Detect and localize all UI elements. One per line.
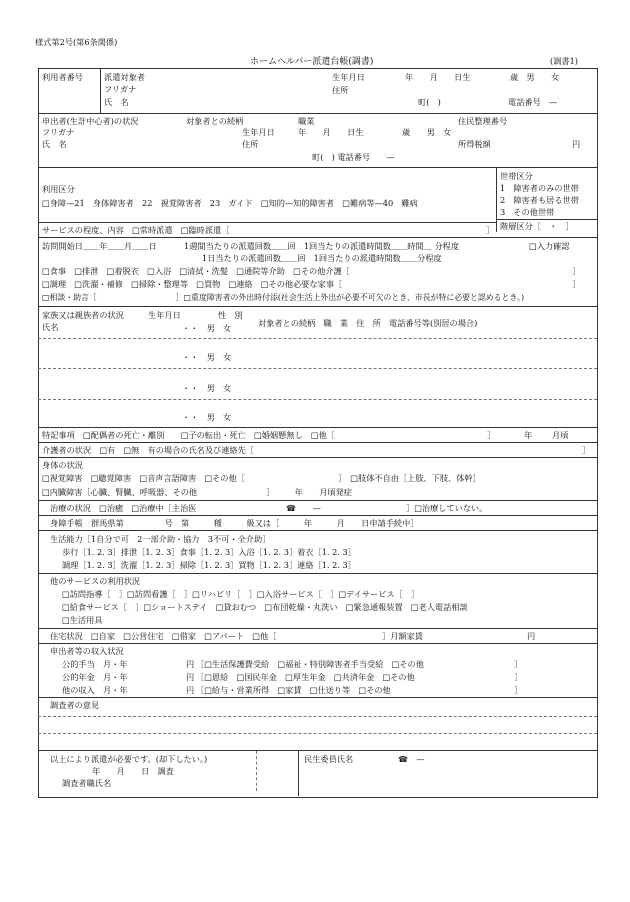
household-label: 世帯区分 [500, 171, 533, 181]
special-year: 年 [524, 430, 533, 440]
other-services-row-1[interactable]: □訪問指導［ ］□訪問看護［ ］□リハビリ［ ］□入浴サービス［ ］□デイサービス［ ］ [62, 589, 420, 599]
class-field[interactable]: 階層区分［ ・ ］ [500, 221, 574, 231]
special-close: ］ [487, 430, 496, 440]
divider [38, 368, 597, 369]
divider [496, 168, 497, 232]
conclusion-text: 以上により派遣が必要です。(却下したい。) [50, 754, 208, 764]
divider [38, 442, 597, 443]
user-number-label: 利用者番号 [42, 72, 83, 82]
input-confirm-checkbox[interactable]: □入力確認 [529, 241, 570, 251]
income-allowance-options[interactable]: ［□生活保護費受給 □福祉・特別障害者手当受給 □その他 [196, 659, 424, 669]
family-name-label: 氏名 [42, 322, 59, 332]
dob-label: 生年月日 [332, 72, 365, 82]
divider [298, 751, 299, 796]
resident-number-label: 住民整理番号 [458, 116, 508, 126]
income-pension-yen: 円 [186, 672, 195, 682]
income-other-label: 他の収入 月・年 [62, 685, 128, 695]
divider [38, 338, 597, 339]
applicant-dob-field[interactable]: 年 月 日生 [298, 127, 364, 137]
income-pension-label: 公的年金 月・年 [62, 672, 128, 682]
divider [38, 457, 597, 458]
form-reference: (調書1) [550, 56, 578, 66]
divider [38, 733, 597, 734]
applicant-status-label: 申出者(生計中心者)の状況 [42, 116, 139, 126]
phone-field[interactable]: 電話番号 — [508, 97, 558, 107]
divider [100, 69, 101, 113]
income-other-options[interactable]: ［□給与・営業所得 □家賃 □仕送り等 □その他 [196, 685, 391, 695]
other-services-row-2[interactable]: □給食サービス［ ］□ショートステイ □貸おむつ □布団乾燥・丸洗い □緊急通報装置 □老人電話相談 [62, 602, 468, 612]
dob-field[interactable]: 年 月 日生 [405, 72, 471, 82]
special-month: 月頃 [552, 430, 569, 440]
family-label: 家族又は親族者の状況 [42, 310, 124, 320]
divider [38, 530, 597, 531]
income-label: 申出者等の収入状況 [50, 646, 124, 656]
name-label: 氏 名 [104, 97, 129, 107]
service-close: ］ [486, 225, 495, 235]
family-columns: 対象者との続柄 職 業 住 所 電話番号等(別居の場合) [258, 318, 478, 328]
divider [496, 219, 597, 220]
applicant-name-label: 氏 名 [42, 139, 67, 149]
family-row[interactable]: ・・ 男 女 [182, 383, 232, 393]
special-notes[interactable]: 特記事項 □配偶者の死亡・離別 □子の転出・死亡 □婚姻懸無し □他［ [42, 430, 335, 440]
divider [38, 113, 597, 114]
divider [256, 751, 257, 791]
age-sex-field[interactable]: 歳 男 女 [510, 72, 560, 82]
applicant-dob-label: 生年月日 [242, 127, 275, 137]
treatment-status[interactable]: 治療の状況 □治癒 □治療中［主治医 [50, 503, 197, 513]
divider [38, 573, 597, 574]
divider [38, 167, 597, 168]
ability-row-2[interactable]: 調理［1. 2. 3］洗濯［1. 2. 3］掃除［1. 2. 3］買物［1. 2. 3］連絡［1. 2. 3］ [62, 560, 356, 570]
relation-label: 対象者との続柄 [186, 116, 244, 126]
divider [38, 222, 496, 223]
target-label: 派遣対象者 [104, 72, 145, 82]
income-pension-close: ］ [514, 672, 523, 682]
visit-daily[interactable]: 1日当たりの派遣回数＿＿回 1回当たりの派遣時間数＿＿分程度 [202, 253, 442, 263]
tax-label: 所得税額 [458, 139, 491, 149]
disability-row-1b[interactable]: ］ □肢体不自由［上肢、下肢、体幹］ [338, 473, 481, 483]
divider [38, 237, 597, 238]
disability-row-1[interactable]: □視覚障害 □聴覚障害 □音声言語障害 □その他［ [42, 473, 245, 483]
address-label: 住所 [332, 85, 349, 95]
divider [38, 628, 597, 629]
income-other-yen: 円 [186, 685, 195, 695]
onset-date[interactable]: ］ 年 月頃発症 [266, 487, 352, 497]
investigation-date[interactable]: 年 月 日 調査 [92, 766, 174, 776]
disability-row-2[interactable]: □内臓障害［心臓、腎臓、呼吸器、その他 [42, 487, 198, 497]
page-title: ホームヘルパー派遣台帳(調書) [250, 57, 374, 67]
household-option-1[interactable]: 1 障害者のみの世帯 [500, 183, 579, 193]
usage-options[interactable]: □身障—21 身体障害者 22 視覚障害者 23 ガイド □知的—知的障害者 □難病等—40 難病 [42, 198, 418, 208]
family-dob-label: 生年月日 [148, 310, 181, 320]
divider [38, 427, 597, 428]
divider [38, 716, 597, 717]
applicant-furigana-label: フリガナ [42, 127, 75, 137]
divider [38, 643, 597, 644]
untreated-checkbox[interactable]: ］□治療していない。 [406, 503, 488, 513]
family-row[interactable]: ・・ 男 女 [182, 412, 232, 422]
care-items-close: ］ [572, 266, 581, 276]
income-pension-options[interactable]: ［□恩給 □国民年金 □厚生年金 □共済年金 □その他 [196, 672, 415, 682]
furigana-label: フリガナ [104, 84, 137, 94]
divider [38, 697, 597, 698]
rent-yen: 円 [527, 631, 536, 641]
income-allowance-label: 公的手当 月・年 [62, 659, 128, 669]
body-status-label: 身体の状況 [42, 460, 83, 470]
divider [38, 515, 597, 516]
applicant-age-sex-field[interactable]: 歳 男 女 [402, 127, 452, 137]
housing-status[interactable]: 住宅状況 □自家 □公営住宅 □借家 □アパート □他［ [50, 631, 277, 641]
form-number: 様式第2号(第6条関係) [35, 37, 118, 47]
doctor-phone[interactable]: ☎ — [286, 503, 321, 513]
applicant-town-phone[interactable]: 町( ) 電話番号 — [312, 152, 395, 162]
other-services-label: 他のサービスの利用状況 [50, 576, 141, 586]
care-items[interactable]: □食事 □排泄 □着脱衣 □入浴 □清拭・洗髪 □通院等介助 □その他介護［ [42, 266, 350, 276]
family-row[interactable]: ・・ 男 女 [182, 352, 232, 362]
ability-label: 生活能力［1自分で可 2一部介助・協力 3不可・全介助］ [50, 534, 271, 544]
handbook-info[interactable]: 身障手帳 群馬県第 号 第 種 級又は［ 年 月 日申請手続中］ [50, 518, 419, 528]
visit-start-date[interactable]: 訪問開始日＿＿年＿＿月＿＿日 [42, 241, 157, 251]
family-row[interactable]: ・・ 男 女 [182, 323, 232, 333]
income-allowance-yen: 円 [186, 659, 195, 669]
service-options[interactable]: サービスの程度、内容 □常時派遣 □臨時派遣［ [42, 225, 230, 235]
household-option-3[interactable]: 3 その他世帯 [500, 207, 555, 217]
income-other-close: ］ [514, 685, 523, 695]
housework-items[interactable]: □調理 □洗濯・補修 □掃除・整理等 □買物 □連絡 □その他必要な家事［ [42, 279, 343, 289]
applicant-address-label: 住所 [242, 139, 259, 149]
opinion-label: 調査者の意見 [50, 700, 100, 710]
commissioner-name-label: 民生委員氏名 [304, 754, 354, 764]
household-option-2[interactable]: 2 障害者も居る世帯 [500, 195, 579, 205]
ability-row-1[interactable]: 歩行［1. 2. 3］排泄［1. 2. 3］食事［1. 2. 3］入浴［1. 2. 3］着衣［1. 2. 3］ [62, 547, 356, 557]
divider [38, 500, 597, 501]
monthly-rent[interactable]: ］月額家賃 [382, 631, 423, 641]
other-services-row-3[interactable]: □生活用具 [62, 615, 103, 625]
divider [38, 399, 597, 400]
investigator-name-label: 調査者職氏名 [62, 778, 112, 788]
consult-items[interactable]: □相談・助言［ ］□重度障害者の外出時付添(社会生活上外出が必要不可欠のとき、市長が特に必要と認めるとき。) [42, 293, 525, 302]
divider [38, 750, 597, 751]
housework-items-close: ］ [572, 279, 581, 289]
tax-yen: 円 [572, 139, 581, 149]
town-field[interactable]: 町( ) [418, 97, 441, 107]
divider [38, 306, 597, 307]
visit-weekly[interactable]: 1週間当たりの派遣回数＿＿回 1回当たりの派遣時間数＿＿時間＿ 分程度 [184, 241, 460, 251]
usage-label: 利用区分 [42, 184, 75, 194]
caregiver-status[interactable]: 介護者の状況 □有 □無 有の場合の氏名及び連絡先［ [42, 445, 254, 455]
income-allowance-close: ］ [514, 659, 523, 669]
job-label: 職業 [298, 116, 315, 126]
commissioner-phone[interactable]: ☎ — [398, 754, 425, 764]
caregiver-close: ］ [582, 445, 591, 455]
family-sex-header: 性 別 [218, 310, 243, 320]
